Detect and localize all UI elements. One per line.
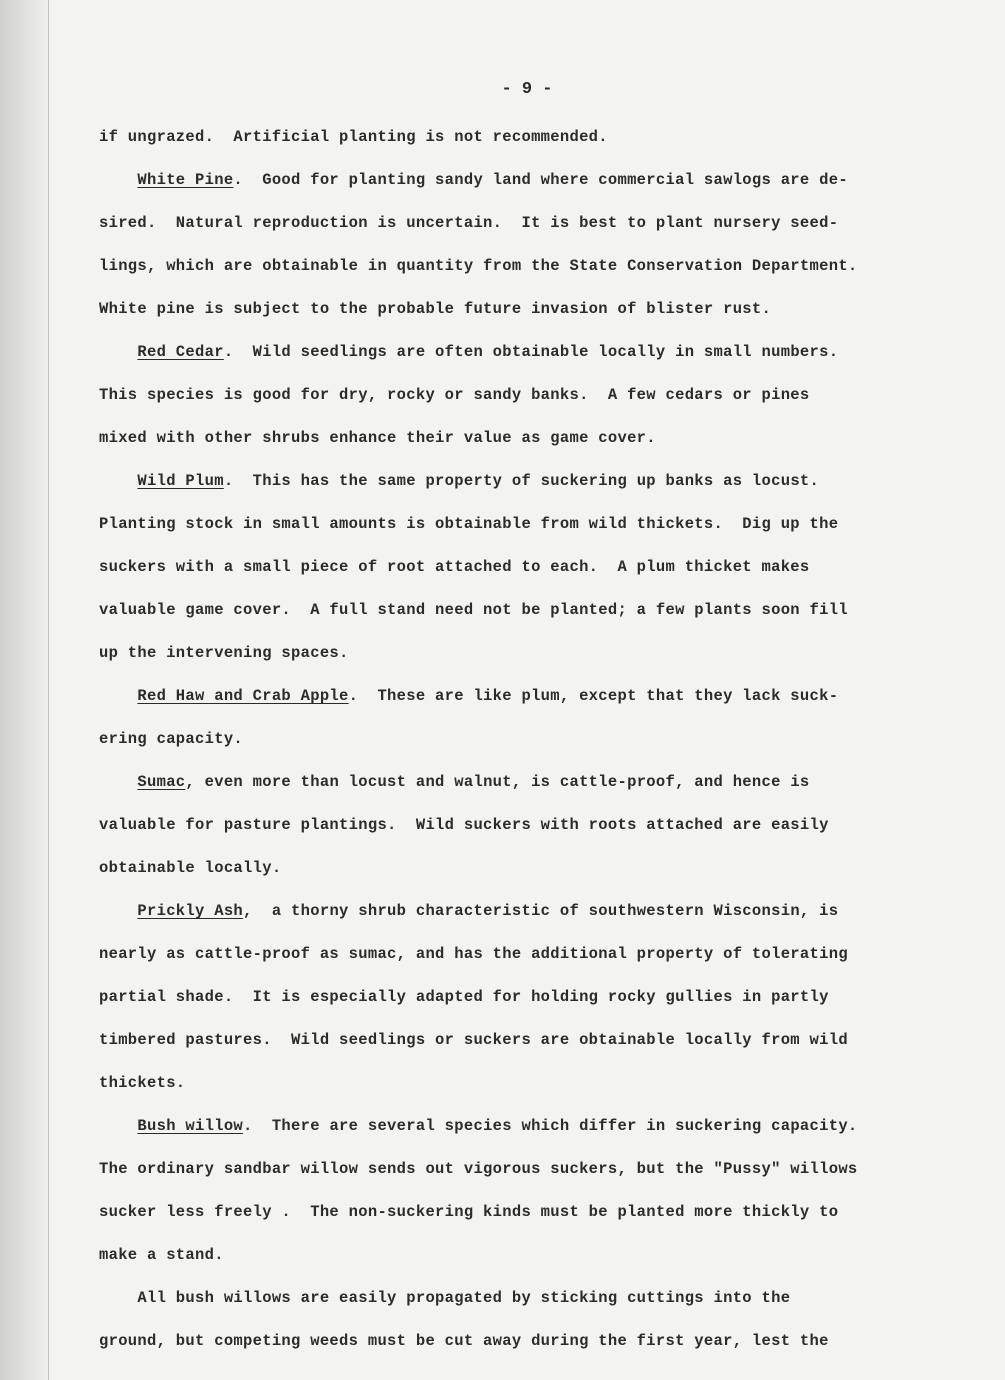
text-line: ering capacity. xyxy=(99,730,244,748)
text-line: thickets. xyxy=(99,1074,186,1092)
species-heading-red-haw: Red Haw and Crab Apple xyxy=(137,687,349,705)
text-line: valuable game cover. A full stand need not be planted; a few plants soon fill xyxy=(99,601,848,619)
text-line: suckers with a small piece of root attached to each. A plum thicket makes xyxy=(99,558,810,576)
paragraph-sumac xyxy=(99,761,949,804)
text-line: if ungrazed. Artificial planting is not recommended. xyxy=(99,128,608,146)
text-line: ground, but competing weeds must be cut away during the first year, lest the xyxy=(99,1332,829,1350)
text-line: , even more than locust and walnut, is cattle-proof, and hence is xyxy=(185,773,810,791)
text-line: , a thorny shrub characteristic of southwestern Wisconsin, is xyxy=(243,902,839,920)
text-line: . There are several species which differ in suckering capacity. xyxy=(243,1117,858,1135)
species-heading-sumac: Sumac xyxy=(137,773,186,791)
scan-edge-strip xyxy=(0,0,49,1380)
text-line: . Good for planting sandy land where commercial sawlogs are de- xyxy=(233,171,848,189)
text-line: The ordinary sandbar willow sends out vigorous suckers, but the "Pussy" willows xyxy=(99,1160,858,1178)
text-line: . This has the same property of suckering up banks as locust. xyxy=(223,472,820,490)
species-heading-white-pine: White Pine xyxy=(137,171,234,189)
paragraph-wild-plum xyxy=(99,460,949,503)
paragraph-bush-willow xyxy=(99,1105,949,1148)
page-number: - 9 - xyxy=(501,80,553,99)
text-line: partial shade. It is especially adapted for holding rocky gullies in partly xyxy=(99,988,829,1006)
paragraph-bush-willow-propagation xyxy=(99,1277,949,1320)
species-heading-red-cedar: Red Cedar xyxy=(137,343,224,361)
text-line: White pine is subject to the probable future invasion of blister rust. xyxy=(99,300,772,318)
text-line: All bush willows are easily propagated by sticking cuttings into the xyxy=(137,1289,791,1307)
paragraph-prickly-ash xyxy=(99,890,949,933)
text-line: up the intervening spaces. xyxy=(99,644,349,662)
text-line: lings, which are obtainable in quantity from the State Conservation Department. xyxy=(99,257,858,275)
text-line: Planting stock in small amounts is obtainable from wild thickets. Dig up the xyxy=(99,515,839,533)
text-line: This species is good for dry, rocky or sandy banks. A few cedars or pines xyxy=(99,386,810,404)
text-line: obtainable locally. xyxy=(99,859,282,877)
document-page xyxy=(49,0,1005,1380)
text-line: mixed with other shrubs enhance their value as game cover. xyxy=(99,429,656,447)
document-body xyxy=(99,116,949,1363)
paragraph-red-haw xyxy=(99,675,949,718)
species-heading-bush-willow: Bush willow xyxy=(137,1117,244,1135)
text-line: nearly as cattle-proof as sumac, and has the additional property of tolerating xyxy=(99,945,848,963)
text-line: . Wild seedlings are often obtainable locally in small numbers. xyxy=(223,343,839,361)
text-line: valuable for pasture plantings. Wild suckers with roots attached are easily xyxy=(99,816,829,834)
text-line: sired. Natural reproduction is uncertain. It is best to plant nursery seed- xyxy=(99,214,839,232)
species-heading-prickly-ash: Prickly Ash xyxy=(137,902,244,920)
species-heading-wild-plum: Wild Plum xyxy=(137,472,224,490)
text-line: . These are like plum, except that they lack suck- xyxy=(348,687,839,705)
paragraph-white-pine xyxy=(99,159,949,202)
text-line: sucker less freely . The non-suckering kinds must be planted more thickly to xyxy=(99,1203,839,1221)
paragraph-red-cedar xyxy=(99,331,949,374)
text-line: make a stand. xyxy=(99,1246,224,1264)
text-line: timbered pastures. Wild seedlings or suckers are obtainable locally from wild xyxy=(99,1031,848,1049)
